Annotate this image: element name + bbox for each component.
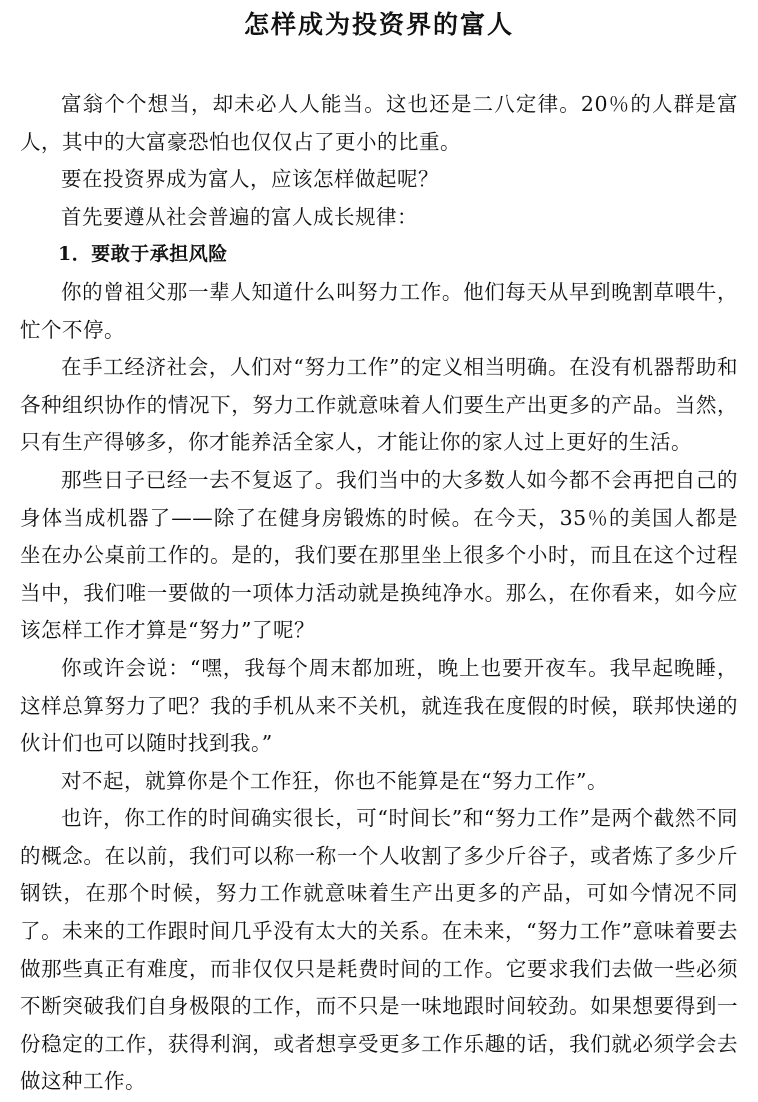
- section-heading: 1．要敢于承担风险: [58, 243, 228, 266]
- paragraph: 在手工经济社会，人们对“努力工作”的定义相当明确。在没有机器帮助和各种组织协作的情况下，努力工作就意味着人们要生产出更多的产品。当然，只有生产得够多，你才能养活全家人，才能让你的家人过上更好的生活。: [20, 355, 738, 455]
- paragraph: 也许，你工作的时间确实很长，可“时间长”和“努力工作”是两个截然不同的概念。在以前，我们可以称一称一个人收割了多少斤谷子，或者炼了多少斤钢铁，在那个时候，努力工作就意味着生产出更多的产品，可如今情况不同了。未来的工作跟时间几乎没有太大的关系。在未来，“努力工作”意味着要去做那些真正有难度，而非仅仅只是耗费时间的工作。它要求我们去做一些必须不断突破我们自身极限的工作，而不只是一味地跟时间较劲。如果想要得到一份稳定的工作，获得利润，或者想享受更多工作乐趣的话，我们就必须学会去做这种工作。: [20, 806, 738, 1094]
- paragraph: 你或许会说：“嘿，我每个周末都加班，晚上也要开夜车。我早起晚睡，这样总算努力了吧？我的手机从来不关机，就连我在度假的时候，联邦快递的伙计们也可以随时找到我。”: [20, 655, 738, 756]
- paragraph: 首先要遵从社会普遍的富人成长规律：: [61, 204, 418, 229]
- paragraph: 富翁个个想当，却未必人人能当。这也还是二八定律。20％的人群是富人，其中的大富豪恐怕也仅仅占了更小的比重。: [20, 92, 738, 154]
- document-body: [20, 86, 738, 1101]
- document-title: 怎样成为投资界的富人: [243, 10, 514, 39]
- paragraph: 要在投资界成为富人，应该怎样做起呢？: [61, 167, 439, 192]
- paragraph: 对不起，就算你是个工作狂，你也不能算是在“努力工作”。: [61, 768, 608, 793]
- paragraph: 你的曾祖父那一辈人知道什么叫努力工作。他们每天从早到晚割草喂牛，忙个不停。: [20, 279, 738, 342]
- paragraph: 那些日子已经一去不复返了。我们当中的大多数人如今都不会再把自己的身体当成机器了——除了在健身房锻炼的时候。在今天，35％的美国人都是坐在办公桌前工作的。是的，我们要在那里坐上很多个小时，而且在这个过程当中，我们唯一要做的一项体力活动就是换纯净水。那么，在你看来，如今应该怎样工作才算是“努力”了呢？: [20, 467, 738, 643]
